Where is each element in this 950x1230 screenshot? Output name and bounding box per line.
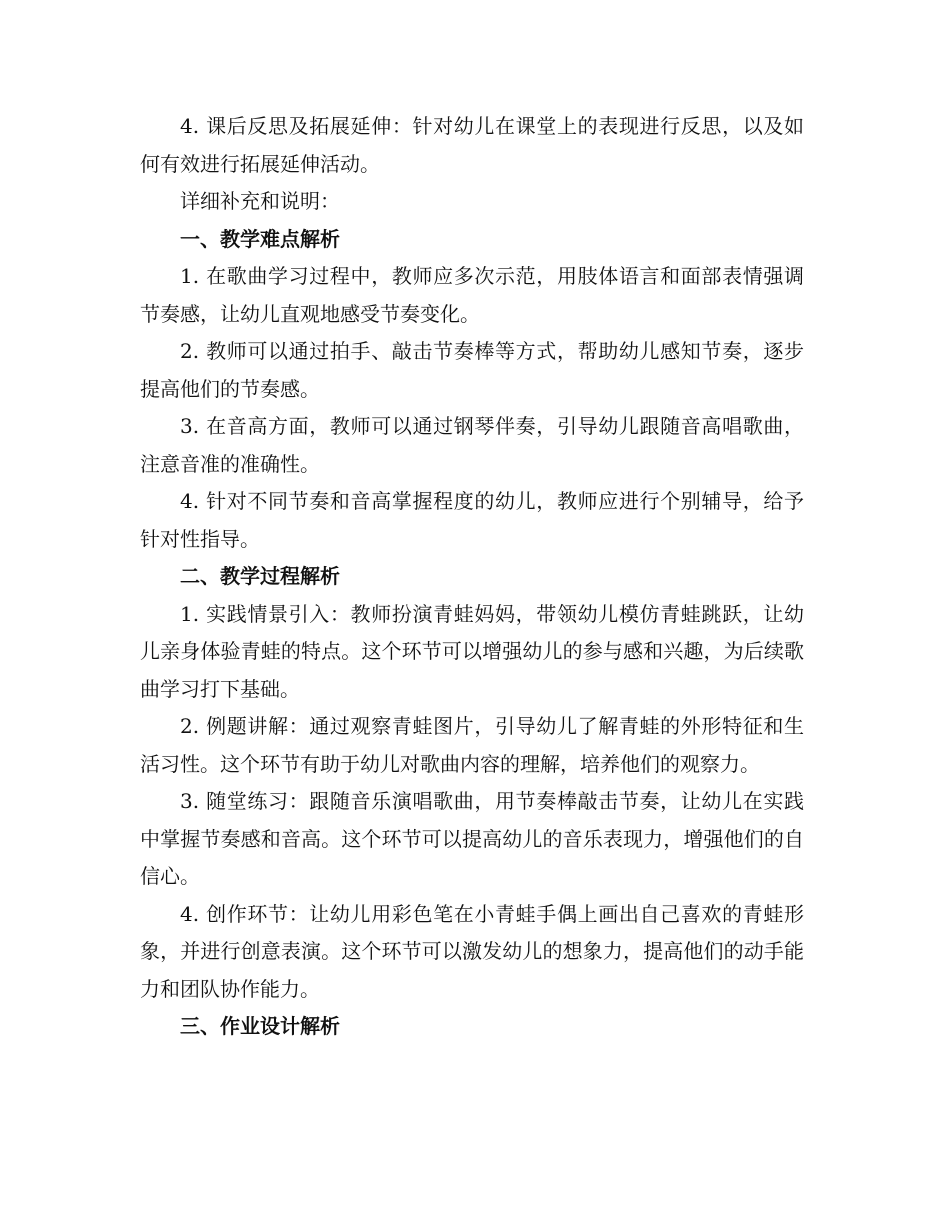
process-item-3: 3. 随堂练习：跟随音乐演唱歌曲，用节奏棒敲击节奏，让幼儿在实践中掌握节奏感和音高。这个环节可以提高幼儿的音乐表现力，增强他们的自信心。 xyxy=(140,789,804,888)
section-heading-process: 二、教学过程解析 xyxy=(180,564,340,588)
difficulty-item-3: 3. 在音高方面，教师可以通过钢琴伴奏，引导幼儿跟随音高唱歌曲，注意音准的准确性。 xyxy=(140,414,804,476)
section-heading-difficulties: 一、教学难点解析 xyxy=(180,226,340,251)
intro-item: 4. 课后反思及拓展延伸：针对幼儿在课堂上的表现进行反思，以及如何有效进行拓展延伸活动。 xyxy=(140,114,804,176)
process-item-2: 2. 例题讲解：通过观察青蛙图片，引导幼儿了解青蛙的外形特征和生活习性。这个环节有助于幼儿对歌曲内容的理解，培养他们的观察力。 xyxy=(140,714,804,776)
process-item-1: 1. 实践情景引入：教师扮演青蛙妈妈，带领幼儿模仿青蛙跳跃，让幼儿亲身体验青蛙的特点。这个环节可以增强幼儿的参与感和兴趣，为后续歌曲学习打下基础。 xyxy=(140,601,804,701)
supplement-label: 详细补充和说明： xyxy=(180,189,340,213)
document-page xyxy=(140,108,804,1046)
difficulty-item-4: 4. 针对不同节奏和音高掌握程度的幼儿，教师应进行个别辅导，给予针对性指导。 xyxy=(140,489,804,551)
difficulty-item-1: 1. 在歌曲学习过程中，教师应多次示范，用肢体语言和面部表情强调节奏感，让幼儿直观地感受节奏变化。 xyxy=(140,264,804,326)
section-heading-homework: 三、作业设计解析 xyxy=(180,1014,340,1038)
difficulty-item-2: 2. 教师可以通过拍手、敲击节奏棒等方式，帮助幼儿感知节奏，逐步提高他们的节奏感。 xyxy=(140,339,804,401)
process-item-4: 4. 创作环节：让幼儿用彩色笔在小青蛙手偶上画出自己喜欢的青蛙形象，并进行创意表演。这个环节可以激发幼儿的想象力，提高他们的动手能力和团队协作能力。 xyxy=(140,901,804,1001)
